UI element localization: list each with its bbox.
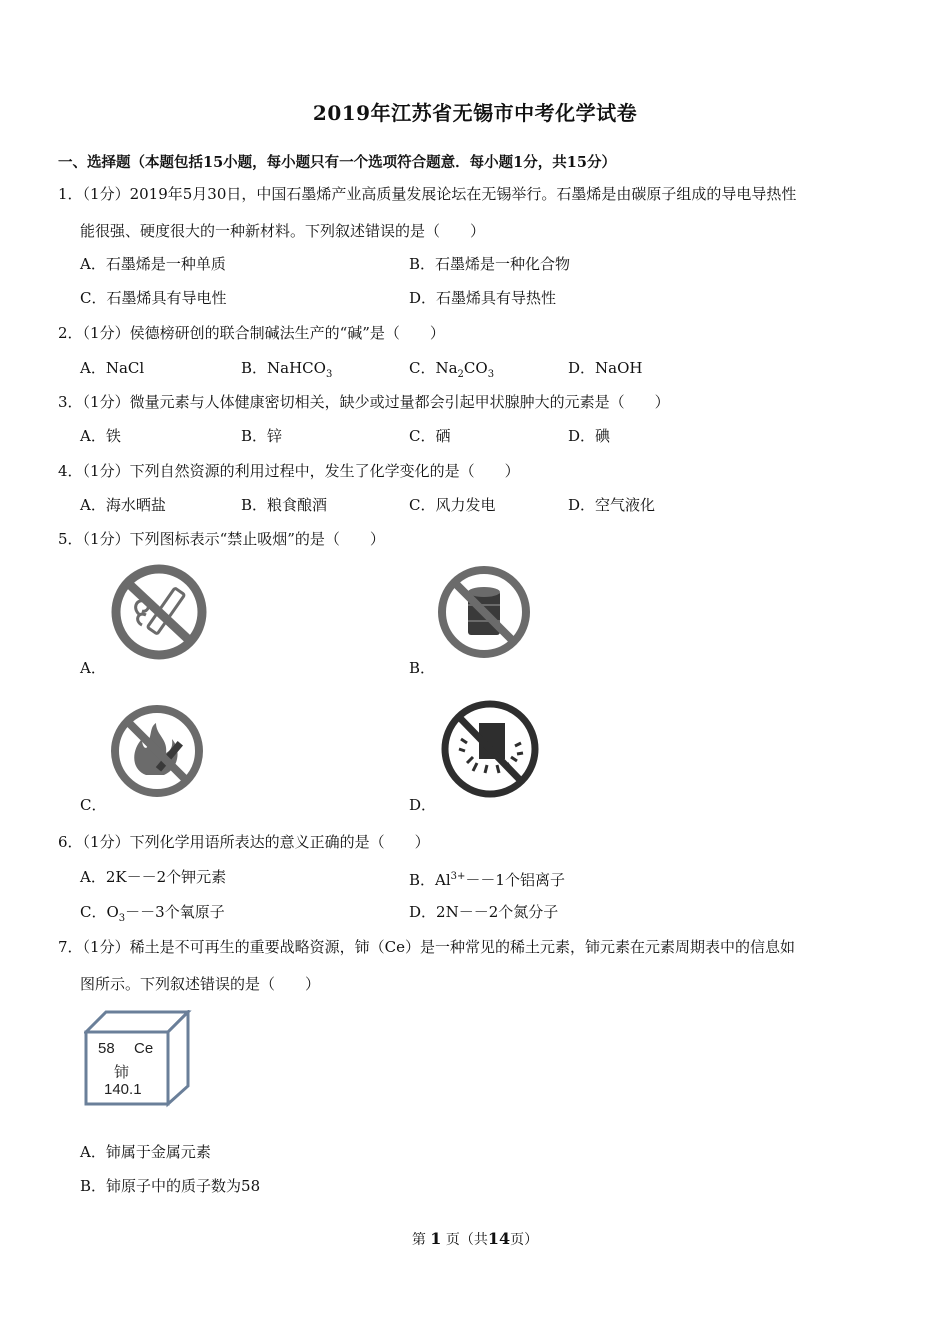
q3-option-b: B．锌 (241, 427, 283, 445)
q2-option-d: D．NaOH (568, 359, 643, 377)
q7-option-b: B．铈原子中的质子数为58 (80, 1177, 261, 1195)
q6-option-d: D．2N－－2个氮分子 (409, 903, 559, 921)
q1-option-b: B．石墨烯是一种化合物 (409, 255, 571, 273)
page-footer (0, 1229, 950, 1249)
no-barrel-sign-icon (435, 563, 533, 661)
atomic-mass: 140.1 (104, 1081, 142, 1098)
q6-option-b: B．$Al^{3+}--1$个铝离子 (409, 871, 565, 889)
no-fireworks-sign-icon (437, 699, 543, 799)
section-heading: 一、选择题（本题包括15小题，每小题只有一个选项符合题意．每小题1分，共15分） (58, 154, 616, 171)
question-7-text-cont: 图所示。下列叙述错误的是（ ） (80, 975, 321, 993)
q4-option-b: B．粮食酿酒 (241, 496, 328, 514)
q5-option-a: A． (80, 659, 106, 677)
q4-option-c: C．风力发电 (409, 496, 496, 514)
q7-option-a: A．铈属于金属元素 (80, 1143, 211, 1161)
q6-option-c: C．$O_3--3$个氧原子 (80, 903, 225, 924)
question-2-text: 2．（1分）侯德榜研创的联合制碱法生产的“碱”是（ ） (58, 324, 445, 342)
no-open-flame-sign-icon (108, 703, 206, 799)
page-title: 2019年江苏省无锡市中考化学试卷 (312, 101, 638, 125)
q2-option-a: A．NaCl (80, 359, 145, 377)
atomic-number: 58 (98, 1040, 115, 1057)
q5-option-b: B． (409, 659, 436, 677)
q3-option-a: A．铁 (80, 427, 121, 445)
question-6-text: 6．（1分）下列化学用语所表达的意义正确的是（ ） (58, 833, 430, 851)
q6-option-a: A．2K－－2个钾元素 (80, 868, 227, 886)
q4-option-d: D．空气液化 (568, 496, 656, 514)
q1-option-d: D．石墨烯具有导热性 (409, 289, 557, 307)
no-smoking-sign-icon (108, 563, 210, 661)
q2-option-b: B．NaHCO$_3$ (241, 359, 333, 380)
q5-option-d: D． (409, 796, 437, 814)
page-total: 14 (487, 1229, 511, 1248)
question-7-text: 7．（1分）稀土是不可再生的重要战略资源，铈（Ce）是一种常见的稀土元素，铈元素在元素周期表中的信息如 (58, 938, 795, 956)
footer-suffix: 页） (510, 1232, 539, 1248)
element-name: 铈 (114, 1064, 130, 1081)
element-cell-figure (84, 1010, 192, 1108)
footer-prefix: 第 (411, 1232, 426, 1248)
page-number: 1 (430, 1229, 442, 1248)
q3-option-d: D．碘 (568, 427, 611, 445)
q4-option-a: A．海水晒盐 (80, 496, 166, 514)
q3-option-c: C．硒 (409, 427, 451, 445)
question-1-text-cont: 能很强、硬度很大的一种新材料。下列叙述错误的是（ ） (80, 222, 486, 240)
q2-option-c: C．$Na_2CO_3$ (409, 359, 495, 380)
element-symbol: Ce (134, 1040, 154, 1057)
q1-option-a: A．石墨烯是一种单质 (80, 255, 226, 273)
q1-option-c: C．石墨烯具有导电性 (80, 289, 227, 307)
question-5-text: 5．（1分）下列图标表示“禁止吸烟”的是（ ） (58, 530, 385, 548)
question-4-text: 4．（1分）下列自然资源的利用过程中，发生了化学变化的是（ ） (58, 462, 520, 480)
question-3-text: 3．（1分）微量元素与人体健康密切相关，缺少或过量都会引起甲状腺肿大的元素是（ ） (58, 393, 670, 411)
q5-option-c: C． (80, 796, 107, 814)
question-1-text: 1．（1分）2019年5月30日，中国石墨烯产业高质量发展论坛在无锡举行。石墨烯是由碳原子组成的导电导热性 (58, 185, 797, 203)
footer-middle: 页（共 (445, 1232, 488, 1248)
